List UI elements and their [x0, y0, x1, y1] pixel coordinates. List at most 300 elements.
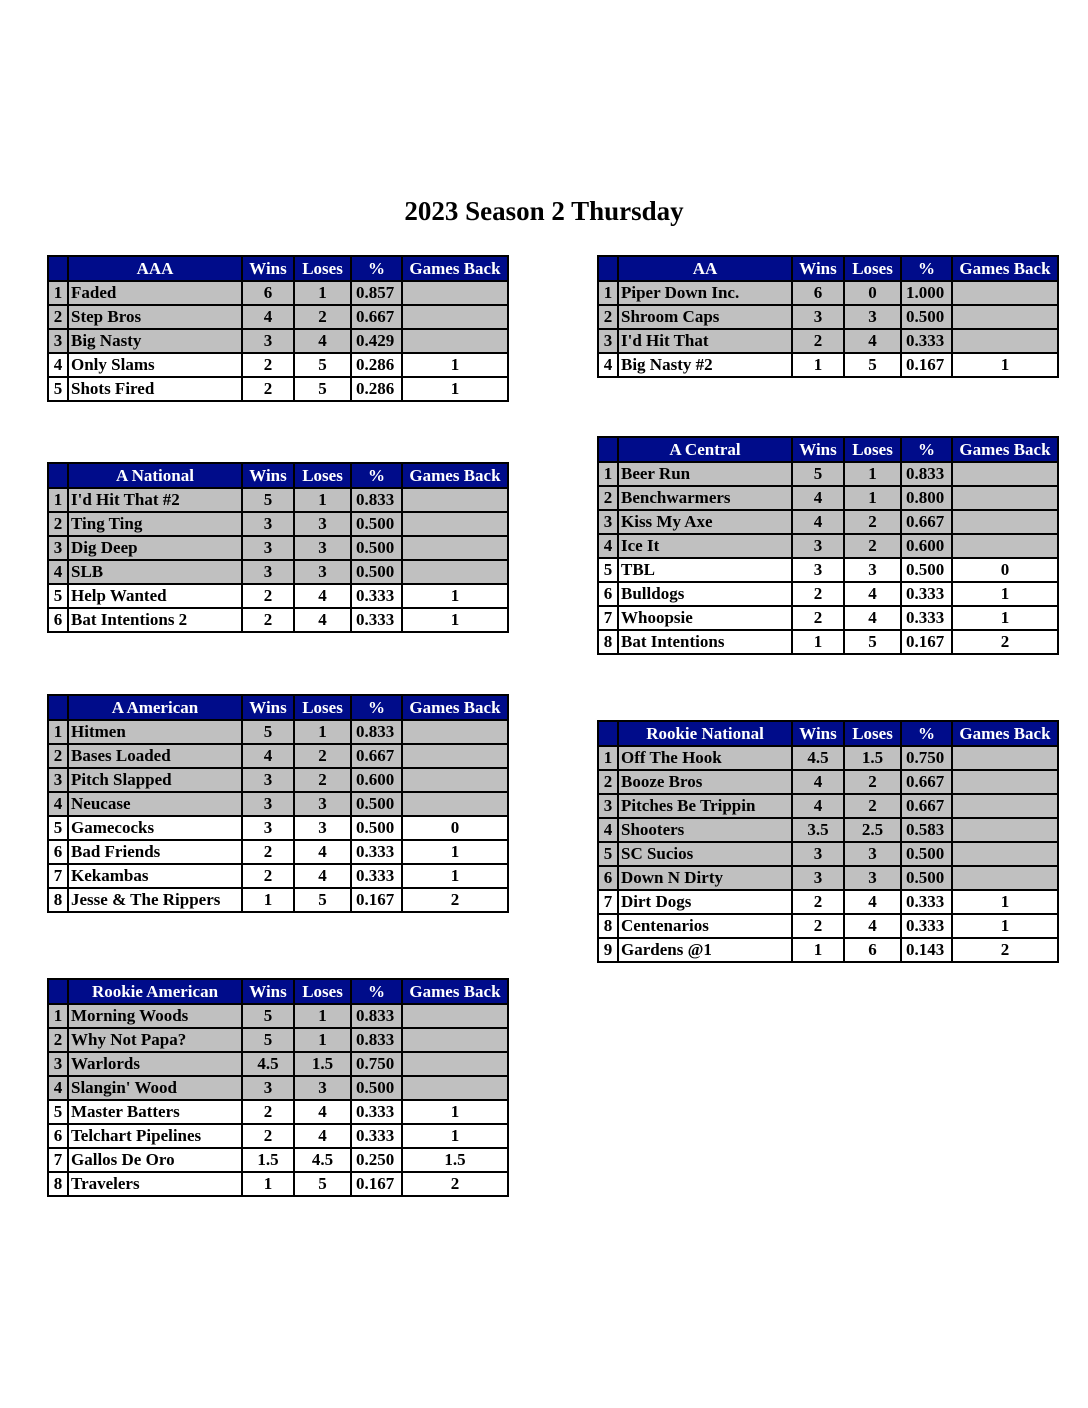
table-row	[598, 329, 1058, 353]
rank-cell: 3	[48, 536, 68, 560]
team-name: Dirt Dogs	[618, 890, 792, 914]
team-name: Shooters	[618, 818, 792, 842]
team-name: Centenarios	[618, 914, 792, 938]
team-name: Telchart Pipelines	[68, 1124, 242, 1148]
pct-cell: 0.833	[351, 1004, 402, 1028]
rank-cell: 5	[598, 558, 618, 582]
loses-cell: 1.5	[294, 1052, 351, 1076]
team-name: Master Batters	[68, 1100, 242, 1124]
wins-cell: 2	[792, 329, 844, 353]
rank-cell: 4	[598, 353, 618, 377]
table-row	[48, 888, 508, 912]
loses-cell: 1.5	[844, 746, 901, 770]
pct-cell: 0.833	[351, 488, 402, 512]
loses-cell: 3	[294, 792, 351, 816]
loses-cell: 3	[844, 842, 901, 866]
loses-cell: 0	[844, 281, 901, 305]
team-name: Big Nasty #2	[618, 353, 792, 377]
team-name: Booze Bros	[618, 770, 792, 794]
rank-cell: 8	[48, 888, 68, 912]
rank-cell: 3	[48, 1052, 68, 1076]
games-back-cell: 1	[952, 582, 1058, 606]
games-back-cell: 2	[402, 1172, 508, 1196]
team-name: Help Wanted	[68, 584, 242, 608]
games-back-cell: 1	[402, 840, 508, 864]
games-back-cell: 0	[402, 816, 508, 840]
loses-cell: 4	[294, 329, 351, 353]
table-row	[48, 512, 508, 536]
table-row	[48, 840, 508, 864]
pct-cell: 0.833	[351, 1028, 402, 1052]
team-name: Why Not Papa?	[68, 1028, 242, 1052]
standings-table-aa	[597, 255, 1059, 378]
rank-cell: 5	[48, 584, 68, 608]
team-name: I'd Hit That #2	[68, 488, 242, 512]
rank-cell: 6	[48, 1124, 68, 1148]
team-name: Off The Hook	[618, 746, 792, 770]
pct-cell: 0.600	[901, 534, 952, 558]
pct-cell: 0.167	[351, 888, 402, 912]
team-name: Gamecocks	[68, 816, 242, 840]
team-name: Morning Woods	[68, 1004, 242, 1028]
loses-cell: 2	[844, 770, 901, 794]
team-name: Step Bros	[68, 305, 242, 329]
wins-header: Wins	[242, 979, 294, 1004]
team-name: Hitmen	[68, 720, 242, 744]
wins-cell: 3	[242, 816, 294, 840]
table-row	[598, 582, 1058, 606]
wins-header: Wins	[242, 256, 294, 281]
wins-cell: 2	[792, 890, 844, 914]
wins-header: Wins	[242, 695, 294, 720]
games-back-cell	[402, 512, 508, 536]
pct-cell: 0.667	[901, 770, 952, 794]
loses-cell: 5	[844, 630, 901, 654]
wins-cell: 2	[792, 606, 844, 630]
pct-header: %	[901, 721, 952, 746]
rank-cell: 2	[598, 770, 618, 794]
loses-cell: 1	[294, 720, 351, 744]
loses-cell: 1	[294, 488, 351, 512]
loses-cell: 3	[294, 1076, 351, 1100]
loses-cell: 1	[844, 462, 901, 486]
wins-cell: 3	[792, 558, 844, 582]
rank-cell: 1	[48, 281, 68, 305]
table-row	[48, 744, 508, 768]
games-back-cell: 1	[402, 864, 508, 888]
games-back-cell: 1	[402, 1124, 508, 1148]
team-name: Bulldogs	[618, 582, 792, 606]
team-name: SLB	[68, 560, 242, 584]
rank-cell: 1	[598, 281, 618, 305]
loses-header: Loses	[294, 695, 351, 720]
table-row	[598, 281, 1058, 305]
pct-cell: 0.750	[351, 1052, 402, 1076]
rank-cell: 3	[48, 768, 68, 792]
team-name: Gallos De Oro	[68, 1148, 242, 1172]
loses-header: Loses	[844, 256, 901, 281]
team-name: Benchwarmers	[618, 486, 792, 510]
pct-cell: 0.667	[901, 794, 952, 818]
team-name: Shroom Caps	[618, 305, 792, 329]
games-back-cell: 1	[952, 890, 1058, 914]
division-name: Rookie National	[618, 721, 792, 746]
loses-cell: 2	[294, 768, 351, 792]
wins-cell: 1.5	[242, 1148, 294, 1172]
pct-cell: 0.583	[901, 818, 952, 842]
rank-cell: 2	[48, 744, 68, 768]
pct-cell: 0.333	[901, 890, 952, 914]
loses-cell: 4	[844, 890, 901, 914]
wins-header: Wins	[792, 256, 844, 281]
team-name: Down N Dirty	[618, 866, 792, 890]
games-back-cell	[402, 720, 508, 744]
loses-cell: 4	[294, 840, 351, 864]
wins-cell: 2	[242, 377, 294, 401]
team-name: Warlords	[68, 1052, 242, 1076]
table-row	[48, 1124, 508, 1148]
table-row	[48, 720, 508, 744]
rank-cell: 5	[48, 377, 68, 401]
games-back-cell	[952, 866, 1058, 890]
games-back-cell	[952, 818, 1058, 842]
pct-cell: 0.500	[351, 512, 402, 536]
table-row	[48, 1076, 508, 1100]
table-row	[48, 377, 508, 401]
games-back-cell: 1	[402, 608, 508, 632]
table-row	[48, 488, 508, 512]
table-row	[598, 534, 1058, 558]
pct-cell: 0.429	[351, 329, 402, 353]
team-name: Bad Friends	[68, 840, 242, 864]
wins-cell: 2	[792, 582, 844, 606]
loses-cell: 4	[294, 608, 351, 632]
games-back-cell	[402, 329, 508, 353]
team-name: Bat Intentions	[618, 630, 792, 654]
pct-cell: 0.667	[901, 510, 952, 534]
table-row	[598, 558, 1058, 582]
wins-cell: 4	[792, 770, 844, 794]
pct-header: %	[351, 979, 402, 1004]
table-row	[598, 866, 1058, 890]
pct-cell: 0.167	[351, 1172, 402, 1196]
table-row	[48, 1028, 508, 1052]
wins-cell: 4	[242, 305, 294, 329]
games-back-cell	[402, 1052, 508, 1076]
loses-cell: 4	[294, 1124, 351, 1148]
rank-cell: 6	[598, 582, 618, 606]
games-back-header: Games Back	[402, 695, 508, 720]
wins-cell: 6	[242, 281, 294, 305]
header-row	[598, 437, 1058, 462]
wins-cell: 6	[792, 281, 844, 305]
team-name: Pitches Be Trippin	[618, 794, 792, 818]
games-back-cell	[402, 792, 508, 816]
wins-cell: 1	[242, 888, 294, 912]
pct-cell: 0.667	[351, 305, 402, 329]
team-name: Ice It	[618, 534, 792, 558]
games-back-cell	[402, 560, 508, 584]
wins-cell: 2	[242, 1124, 294, 1148]
pct-cell: 0.250	[351, 1148, 402, 1172]
loses-header: Loses	[844, 437, 901, 462]
loses-header: Loses	[294, 463, 351, 488]
wins-cell: 4	[792, 486, 844, 510]
pct-header: %	[901, 437, 952, 462]
games-back-cell: 1	[952, 914, 1058, 938]
rank-cell: 7	[598, 890, 618, 914]
wins-cell: 3	[242, 768, 294, 792]
header-row	[598, 721, 1058, 746]
loses-cell: 3	[844, 305, 901, 329]
games-back-cell	[402, 768, 508, 792]
rank-cell: 4	[48, 792, 68, 816]
wins-cell: 1	[242, 1172, 294, 1196]
loses-cell: 3	[294, 536, 351, 560]
games-back-cell	[952, 794, 1058, 818]
loses-cell: 6	[844, 938, 901, 962]
table-row	[598, 305, 1058, 329]
wins-cell: 2	[792, 914, 844, 938]
table-row	[48, 536, 508, 560]
team-name: Jesse & The Rippers	[68, 888, 242, 912]
rank-cell: 4	[48, 560, 68, 584]
header-row	[48, 463, 508, 488]
wins-cell: 2	[242, 608, 294, 632]
rank-cell: 9	[598, 938, 618, 962]
wins-cell: 5	[242, 720, 294, 744]
pct-cell: 1.000	[901, 281, 952, 305]
games-back-cell	[952, 305, 1058, 329]
games-back-cell	[952, 534, 1058, 558]
games-back-header: Games Back	[952, 256, 1058, 281]
table-row	[598, 938, 1058, 962]
rank-cell: 7	[598, 606, 618, 630]
loses-cell: 4	[844, 606, 901, 630]
team-name: Bat Intentions 2	[68, 608, 242, 632]
loses-cell: 4	[294, 864, 351, 888]
team-name: Whoopsie	[618, 606, 792, 630]
loses-cell: 5	[294, 1172, 351, 1196]
table-row	[48, 1100, 508, 1124]
team-name: Slangin' Wood	[68, 1076, 242, 1100]
standings-table-rookie-american	[47, 978, 509, 1197]
games-back-header: Games Back	[952, 437, 1058, 462]
standings-table-rookie-national	[597, 720, 1059, 963]
pct-cell: 0.500	[901, 866, 952, 890]
pct-cell: 0.333	[351, 840, 402, 864]
pct-cell: 0.333	[351, 608, 402, 632]
games-back-header: Games Back	[402, 979, 508, 1004]
loses-cell: 3	[844, 558, 901, 582]
wins-cell: 4	[792, 510, 844, 534]
loses-cell: 4.5	[294, 1148, 351, 1172]
standings-table-a-national	[47, 462, 509, 633]
games-back-cell	[952, 462, 1058, 486]
standings-table-aaa	[47, 255, 509, 402]
table-row	[598, 510, 1058, 534]
games-back-cell: 2	[402, 888, 508, 912]
games-back-cell	[402, 744, 508, 768]
rank-cell: 7	[48, 864, 68, 888]
loses-cell: 4	[844, 914, 901, 938]
division-name: A National	[68, 463, 242, 488]
rank-cell: 1	[48, 720, 68, 744]
wins-cell: 1	[792, 630, 844, 654]
wins-cell: 3	[242, 792, 294, 816]
loses-cell: 3	[294, 816, 351, 840]
header-row	[598, 256, 1058, 281]
loses-cell: 4	[294, 584, 351, 608]
pct-cell: 0.500	[351, 1076, 402, 1100]
table-row	[48, 608, 508, 632]
wins-cell: 3	[242, 1076, 294, 1100]
games-back-cell	[952, 842, 1058, 866]
wins-header: Wins	[792, 437, 844, 462]
rank-cell: 5	[48, 1100, 68, 1124]
loses-cell: 3	[294, 512, 351, 536]
division-name: AAA	[68, 256, 242, 281]
pct-cell: 0.857	[351, 281, 402, 305]
games-back-cell: 1	[402, 377, 508, 401]
wins-cell: 2	[242, 584, 294, 608]
loses-cell: 5	[844, 353, 901, 377]
wins-cell: 5	[242, 488, 294, 512]
wins-cell: 1	[792, 353, 844, 377]
games-back-cell	[402, 305, 508, 329]
wins-cell: 4	[242, 744, 294, 768]
division-name: Rookie American	[68, 979, 242, 1004]
wins-cell: 3	[242, 536, 294, 560]
games-back-cell: 1	[952, 606, 1058, 630]
rank-cell: 1	[48, 488, 68, 512]
rank-cell: 8	[48, 1172, 68, 1196]
team-name: Kiss My Axe	[618, 510, 792, 534]
rank-cell: 4	[48, 1076, 68, 1100]
loses-header: Loses	[294, 256, 351, 281]
loses-cell: 4	[294, 1100, 351, 1124]
games-back-cell: 2	[952, 938, 1058, 962]
games-back-header: Games Back	[952, 721, 1058, 746]
games-back-cell	[952, 746, 1058, 770]
rank-cell: 2	[48, 305, 68, 329]
wins-cell: 3	[242, 329, 294, 353]
team-name: SC Sucios	[618, 842, 792, 866]
table-row	[598, 770, 1058, 794]
rank-header	[48, 256, 68, 281]
wins-cell: 3	[242, 512, 294, 536]
rank-cell: 5	[48, 816, 68, 840]
table-row	[598, 890, 1058, 914]
team-name: Gardens @1	[618, 938, 792, 962]
header-row	[48, 695, 508, 720]
rank-cell: 2	[48, 1028, 68, 1052]
rank-cell: 5	[598, 842, 618, 866]
games-back-cell	[402, 488, 508, 512]
rank-header	[598, 721, 618, 746]
rank-cell: 6	[598, 866, 618, 890]
rank-cell: 8	[598, 914, 618, 938]
table-row	[48, 1148, 508, 1172]
team-name: Only Slams	[68, 353, 242, 377]
wins-cell: 2	[242, 864, 294, 888]
loses-cell: 3	[844, 866, 901, 890]
table-row	[48, 329, 508, 353]
pct-header: %	[351, 695, 402, 720]
rank-cell: 6	[48, 840, 68, 864]
loses-cell: 2	[844, 794, 901, 818]
games-back-header: Games Back	[402, 256, 508, 281]
pct-cell: 0.600	[351, 768, 402, 792]
loses-cell: 5	[294, 377, 351, 401]
table-row	[48, 816, 508, 840]
games-back-cell	[952, 770, 1058, 794]
pct-cell: 0.500	[351, 536, 402, 560]
table-row	[598, 746, 1058, 770]
pct-cell: 0.333	[901, 329, 952, 353]
wins-cell: 4	[792, 794, 844, 818]
wins-cell: 3	[242, 560, 294, 584]
pct-header: %	[351, 463, 402, 488]
rank-cell: 6	[48, 608, 68, 632]
games-back-cell	[402, 1004, 508, 1028]
team-name: Beer Run	[618, 462, 792, 486]
table-row	[48, 792, 508, 816]
rank-cell: 3	[598, 329, 618, 353]
games-back-cell: 1	[402, 1100, 508, 1124]
wins-cell: 5	[242, 1004, 294, 1028]
games-back-cell	[952, 329, 1058, 353]
page-title: 2023 Season 2 Thursday	[404, 196, 684, 226]
rank-cell: 4	[48, 353, 68, 377]
games-back-cell	[952, 486, 1058, 510]
team-name: TBL	[618, 558, 792, 582]
header-row	[48, 979, 508, 1004]
team-name: Kekambas	[68, 864, 242, 888]
rank-cell: 1	[598, 746, 618, 770]
loses-cell: 2	[294, 744, 351, 768]
games-back-cell	[952, 281, 1058, 305]
table-row	[48, 353, 508, 377]
pct-cell: 0.500	[901, 305, 952, 329]
standings-table-a-american	[47, 694, 509, 913]
table-row	[598, 794, 1058, 818]
games-back-cell	[952, 510, 1058, 534]
rank-cell: 4	[598, 818, 618, 842]
rank-cell: 1	[48, 1004, 68, 1028]
table-row	[48, 1052, 508, 1076]
pct-cell: 0.833	[351, 720, 402, 744]
rank-cell: 3	[598, 510, 618, 534]
games-back-cell	[402, 1076, 508, 1100]
pct-header: %	[351, 256, 402, 281]
wins-cell: 1	[792, 938, 844, 962]
division-name: A Central	[618, 437, 792, 462]
pct-cell: 0.333	[351, 864, 402, 888]
pct-cell: 0.333	[351, 584, 402, 608]
loses-cell: 2	[844, 510, 901, 534]
table-row	[598, 842, 1058, 866]
pct-cell: 0.167	[901, 353, 952, 377]
rank-cell: 1	[598, 462, 618, 486]
loses-cell: 4	[844, 329, 901, 353]
team-name: Neucase	[68, 792, 242, 816]
division-name: AA	[618, 256, 792, 281]
loses-cell: 5	[294, 353, 351, 377]
table-row	[48, 560, 508, 584]
pct-cell: 0.667	[351, 744, 402, 768]
loses-cell: 2	[844, 534, 901, 558]
